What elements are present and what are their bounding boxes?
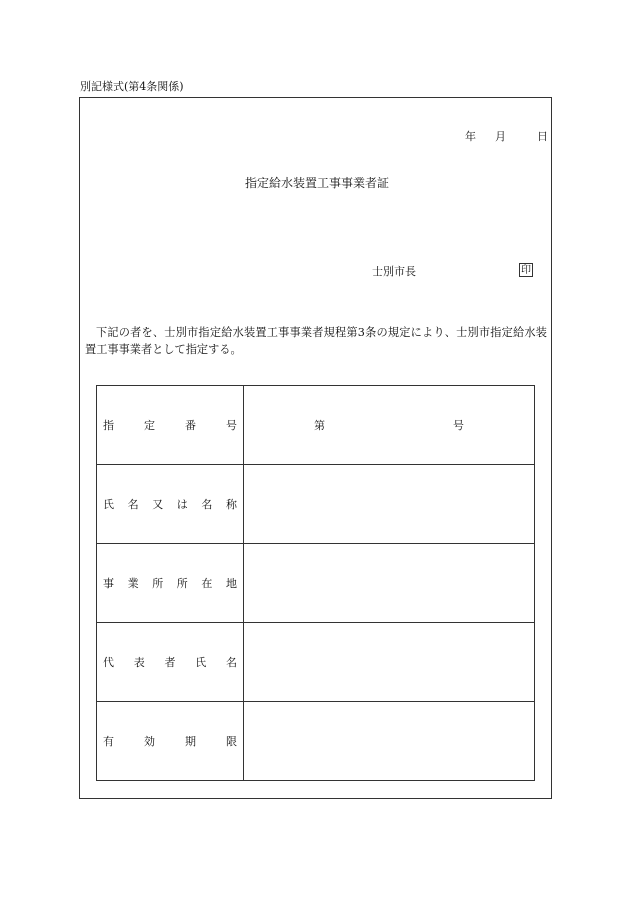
table-row — [97, 623, 535, 702]
row-value-cell — [244, 465, 535, 544]
row-label — [97, 654, 243, 670]
label-char: 氏 — [103, 498, 114, 511]
label-char: 効 — [144, 735, 155, 748]
seal-mark: 印 — [521, 265, 531, 276]
document-title: 指定給水装置工事事業者証 — [245, 176, 390, 190]
date-month-label: 月 — [495, 130, 506, 143]
issuer-name: 士別市長 — [372, 265, 416, 278]
label-char: 名 — [201, 498, 213, 511]
row-value — [244, 417, 534, 433]
row-label-cell — [97, 465, 244, 544]
label-char: 期 — [185, 735, 196, 748]
row-label-cell — [97, 386, 244, 465]
label-char: 業 — [127, 577, 139, 590]
row-label — [97, 496, 243, 512]
row-label — [97, 575, 243, 591]
label-char: 地 — [225, 577, 237, 590]
row-label-cell — [97, 544, 244, 623]
label-char: 限 — [226, 735, 237, 748]
table-row — [97, 386, 535, 465]
label-char: 事 — [103, 577, 114, 590]
row-value-cell — [244, 386, 535, 465]
label-char: 在 — [201, 577, 213, 590]
label-char: 定 — [144, 419, 155, 432]
label-char: 表 — [133, 656, 145, 669]
row-label — [97, 417, 243, 433]
table-row — [97, 702, 535, 781]
date-year-label: 年 — [465, 130, 476, 143]
label-char: 名 — [226, 656, 237, 669]
label-char: 番 — [185, 419, 196, 432]
info-table — [96, 385, 535, 781]
label-char: 号 — [226, 419, 237, 432]
row-value-cell — [244, 702, 535, 781]
label-char: 称 — [225, 498, 237, 511]
row-label-cell — [97, 623, 244, 702]
row-value-cell — [244, 544, 535, 623]
date-day-label: 日 — [537, 130, 548, 143]
designation-statement: 下記の者を、士別市指定給水装置工事事業者規程第3条の規定により、士別市指定給水装置工事事業者として指定する。 — [85, 326, 547, 356]
row-value-cell — [244, 623, 535, 702]
label-char: は — [176, 498, 188, 511]
label-char: 代 — [103, 656, 114, 669]
label-char: 者 — [164, 656, 176, 669]
row-label — [97, 733, 243, 749]
label-char: 又 — [152, 498, 164, 511]
value-char: 第 — [314, 419, 325, 432]
label-char: 指 — [103, 419, 114, 432]
form-label: 別記様式(第4条関係) — [80, 80, 184, 93]
row-label-cell — [97, 702, 244, 781]
label-char: 有 — [103, 735, 114, 748]
label-char: 所 — [152, 577, 164, 590]
label-char: 氏 — [195, 656, 207, 669]
value-char: 号 — [453, 419, 464, 432]
label-char: 所 — [176, 577, 188, 590]
table-row — [97, 465, 535, 544]
date-line — [455, 130, 555, 144]
label-char: 名 — [127, 498, 139, 511]
table-row — [97, 544, 535, 623]
